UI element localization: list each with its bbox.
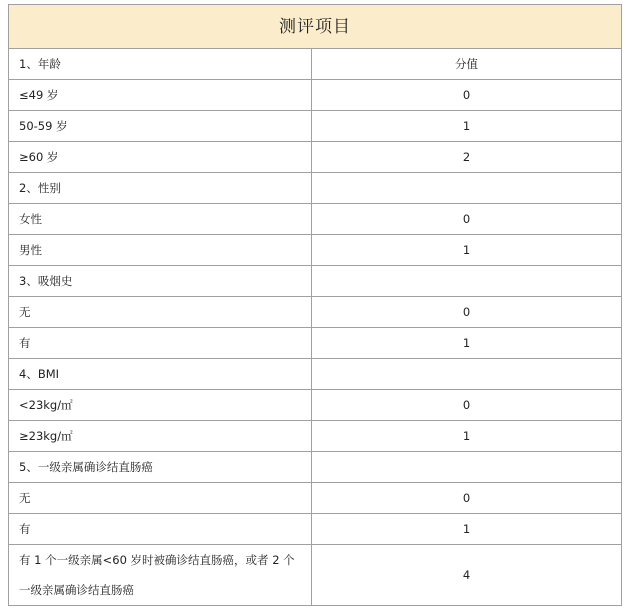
row-value: 2 (312, 142, 622, 173)
table-row (9, 328, 622, 359)
row-value: 4 (312, 545, 622, 606)
row-value: 分值 (312, 49, 622, 80)
table-row (9, 266, 622, 297)
row-label: ≥23kg/㎡ (9, 421, 312, 452)
table-row (9, 421, 622, 452)
row-label: <23kg/㎡ (9, 390, 312, 421)
table-row (9, 204, 622, 235)
row-label: 2、性别 (9, 173, 312, 204)
row-label: 1、年龄 (9, 49, 312, 80)
row-label: 50-59 岁 (9, 111, 312, 142)
row-value: 0 (312, 204, 622, 235)
table-row (9, 80, 622, 111)
table-row (9, 235, 622, 266)
row-label: ≥60 岁 (9, 142, 312, 173)
row-value: 0 (312, 297, 622, 328)
table-row (9, 514, 622, 545)
row-label: 4、BMI (9, 359, 312, 390)
row-value: 1 (312, 328, 622, 359)
row-label: 3、吸烟史 (9, 266, 312, 297)
table-title: 测评项目 (9, 5, 622, 49)
row-value: 0 (312, 483, 622, 514)
row-value (312, 359, 622, 390)
table-row (9, 173, 622, 204)
row-value: 0 (312, 390, 622, 421)
row-label: 无 (9, 297, 312, 328)
table-row (9, 545, 622, 606)
row-label: 男性 (9, 235, 312, 266)
row-value: 1 (312, 421, 622, 452)
table-row (9, 483, 622, 514)
table-row (9, 111, 622, 142)
table-row (9, 390, 622, 421)
row-label: 有 1 个一级亲属<60 岁时被确诊结直肠癌，或者 2 个一级亲属确诊结直肠癌 (9, 545, 312, 606)
table-row (9, 452, 622, 483)
scoring-table (8, 4, 622, 606)
row-value (312, 173, 622, 204)
row-label: 有 (9, 328, 312, 359)
row-value (312, 452, 622, 483)
row-value (312, 266, 622, 297)
row-value: 1 (312, 235, 622, 266)
row-value: 1 (312, 514, 622, 545)
table-header-row (9, 5, 622, 49)
row-label: 有 (9, 514, 312, 545)
row-label: ≤49 岁 (9, 80, 312, 111)
row-label: 女性 (9, 204, 312, 235)
table-row (9, 297, 622, 328)
table-row (9, 359, 622, 390)
row-value: 0 (312, 80, 622, 111)
table-row (9, 49, 622, 80)
table-row (9, 142, 622, 173)
row-label: 无 (9, 483, 312, 514)
row-value: 1 (312, 111, 622, 142)
row-label: 5、一级亲属确诊结直肠癌 (9, 452, 312, 483)
